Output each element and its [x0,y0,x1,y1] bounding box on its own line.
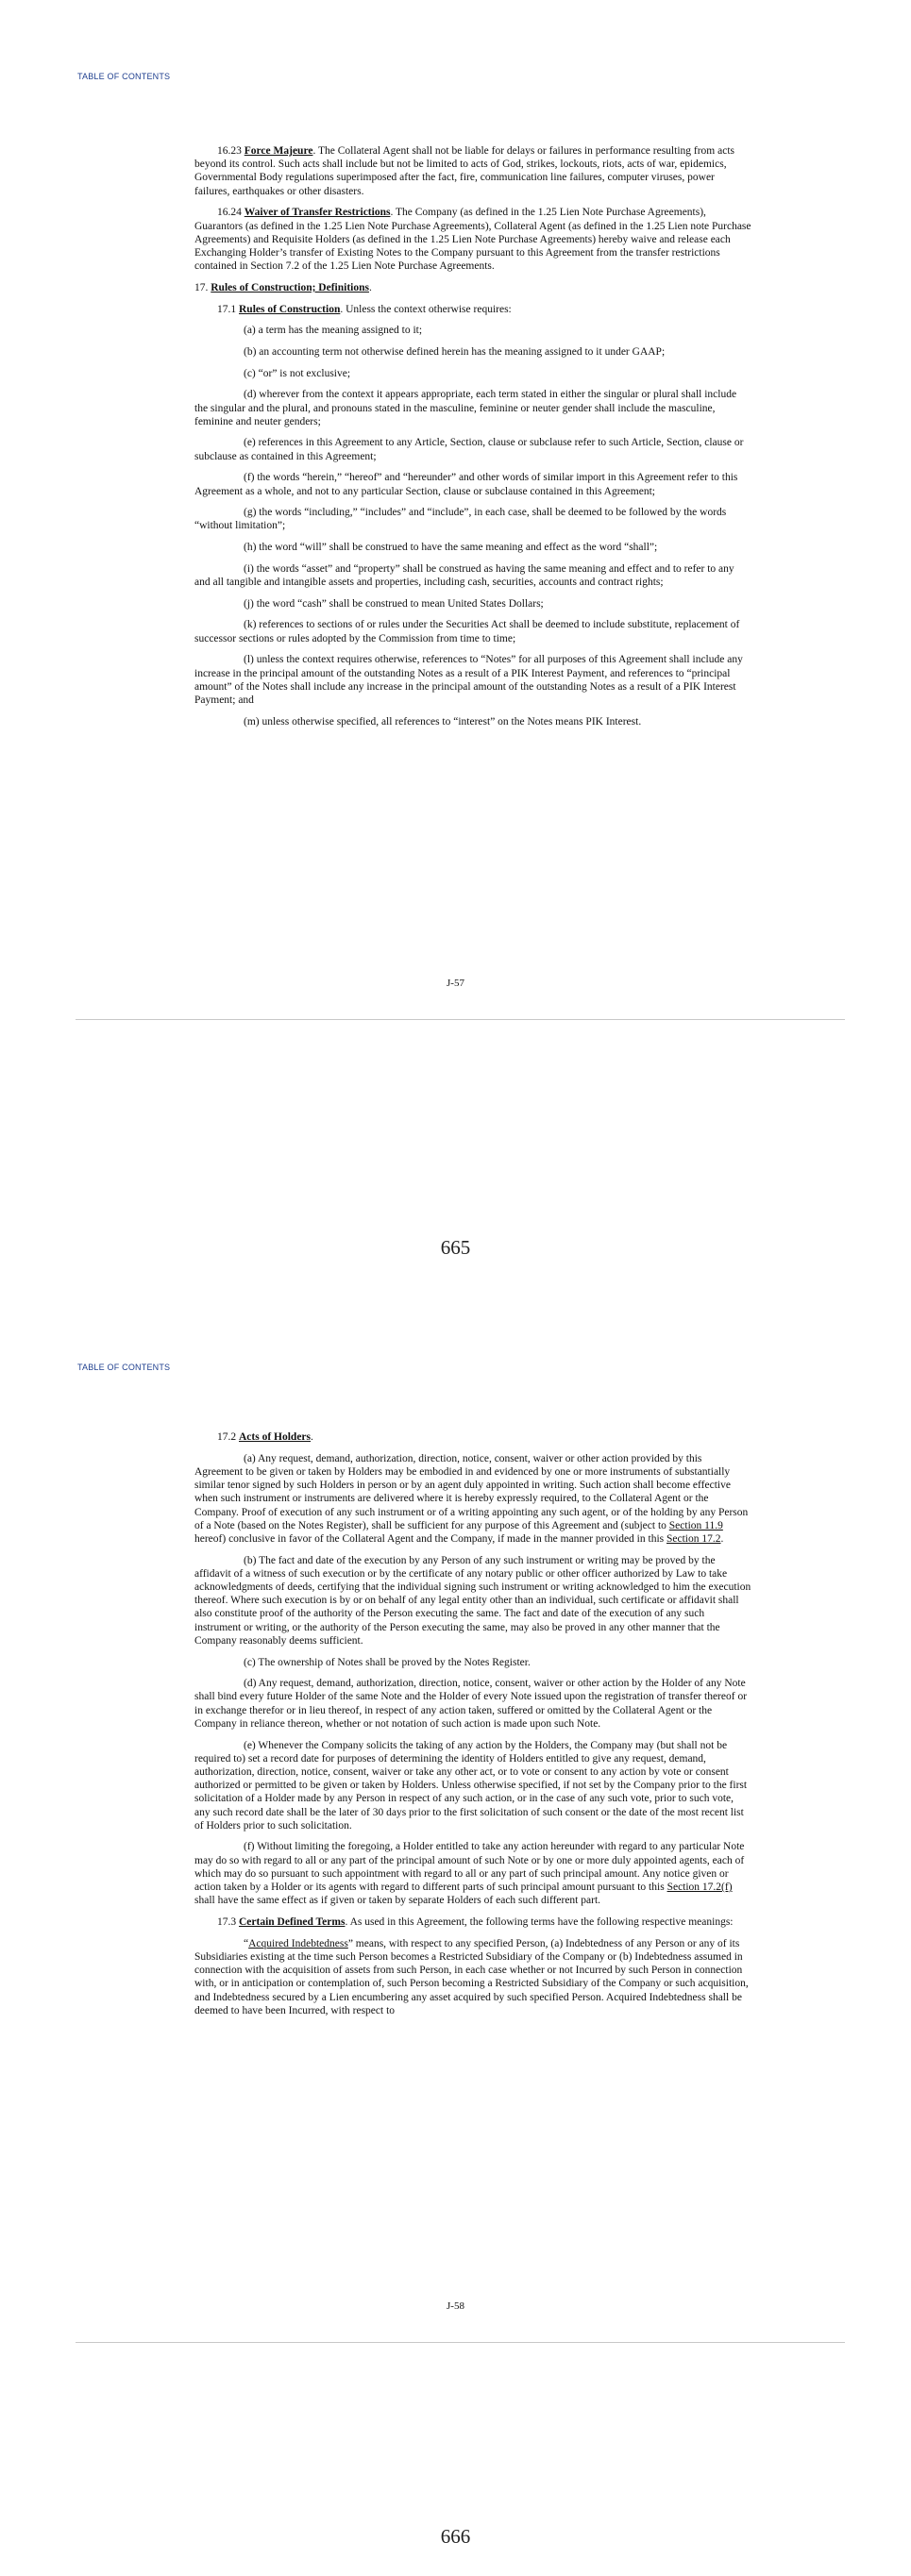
clause-17-2-f: (f) Without limiting the foregoing, a Holder entitled to take any action hereunder with regard to any particular Note may do so with regard to all or any part of the principal amount of such Note or by one or more duly appointed agents, each of which may do so pursuant to such appointment with regard to all or any part of such principal amount. Any notice given or action taken by a Holder or its agents with regard to different parts of such principal amount pursuant to this Section 17.2(f) shall have the same effect as if given or taken by separate Holders of each such different part. [194,1841,745,1907]
section-16-23-title: Force Majeure [244,145,313,157]
clause-17-2-e: (e) Whenever the Company solicits the taking of any action by the Holders, the Company may (but shall not be required to) set a record date for purposes of determining the identity of Holders entitled to give any request, demand, authorization, direction, notice, consent, waiver or take any other act, or to vote or consent to any action by vote or consent authorized or permitted to be given or taken by Holders. Unless otherwise specified, if not set by the Company prior to the first solicitation of a Holder made by any Person in respect of any such action, or in the case of any such vote, prior to such vote, any such record date shall be the later of 30 days prior to the first solicitation of such consent or the date of the most recent list of Holders prior to such solicitation. [194,1739,748,1832]
page-divider [76,1019,845,1020]
page-665-body [194,144,751,736]
page-divider [76,2342,845,2343]
section-17-heading: 17. Rules of Construction; Definitions. [194,281,372,293]
table-of-contents-link[interactable]: TABLE OF CONTENTS [77,72,171,81]
section-16-24: 16.24 Waiver of Transfer Restrictions. The Company (as defined in the 1.25 Lien Note Purchase Agreements), Guarantors (as defined in the 1.25 Lien Note Purchase Agreements), Collateral Agent (as defined in the 1.25 Lien note Purchase Agreements) and Requisite Holders (as defined in the 1.25 Lien Note Purchase Agreements) hereby waive and release each Exchanging Holder’s transfer of Existing Notes to the Company pursuant to this Agreement from the transfer restrictions contained in Section 7.2 of the 1.25 Lien Note Purchase Agreements. [194,207,751,273]
clause-k: (k) references to sections of or rules under the Securities Act shall be deemed to include substitute, replacement of successor sections or rules adopted by the Commission from time to time; [194,619,740,644]
clause-j: (j) the word “cash” shall be construed to mean United States Dollars; [244,597,544,610]
clause-17-2-a: (a) Any request, demand, authorization, direction, notice, consent, waiver or other action provided by this Agreement to be given or taken by Holders may be embodied in and evidenced by one or more instruments of substantially similar tenor signed by such Holders in person or by an agent duly appointed in writing. Such action shall become effective when such instrument or instruments are delivered where it is hereby expressly required, to the Collateral Agent or the Company. Proof of execution of any such instrument or of a writing appointing any such agent, or of the holding by any Person of a Note (based on the Notes Register), shall be sufficient for any purpose of this Agreement and (subject to Section 11.9 hereof) conclusive in favor of the Collateral Agent and the Company, if made in the manner provided in this Section 17.2. [194,1452,749,1545]
clause-g: (g) the words “including,” “includes” and “include”, in each case, shall be deemed to be followed by the words “without limitation”; [194,507,727,532]
clause-d: (d) wherever from the context it appears appropriate, each term stated in either the singular or plural shall include the singular and the plural, and pronouns stated in the masculine, feminine or neuter gender shall include the masculine, feminine and neuter genders; [194,389,737,427]
clause-17-2-c: (c) The ownership of Notes shall be proved by the Notes Register. [244,1656,531,1668]
clause-i: (i) the words “asset” and “property” shall be construed as having the same meaning and effect and to refer to any and all tangible and intangible assets and properties, including cash, securities, accounts and contract rights; [194,562,734,589]
clause-a: (a) a term has the meaning assigned to it; [244,325,423,337]
clause-m: (m) unless otherwise specified, all references to “interest” on the Notes means PIK Interest. [244,715,642,728]
section-17-2-heading: 17.2 Acts of Holders. [217,1431,313,1443]
section-17-2-title: Acts of Holders [239,1431,312,1443]
document-page-number: 666 [440,2525,471,2548]
section-17-1-title: Rules of Construction [239,303,341,315]
clause-17-2-b: (b) The fact and date of the execution by any Person of any such instrument or writing may be proved by the affidavit of a witness of such execution or by the certificate of any notary public or other officer authorized by Law to take acknowledgments of deeds, certifying that the individual signing such instrument or writing acknowledged to him the execution thereof. Where such execution is by or on behalf of any legal entity other than an individual, such certificate or affidavit shall also constitute proof of the authority of the Person executing the same. The fact and date of the execution of any such instrument or writing, or the authority of the Person executing the same, may also be proved in any other manner that the Company reasonably deems sufficient. [194,1554,751,1647]
clause-f: (f) the words “herein,” “hereof” and “hereunder” and other words of similar import in this Agreement refer to this Agreement as a whole, and not to any particular Section, clause or subclause contained in this Agreement; [194,472,738,497]
clause-c: (c) “or” is not exclusive; [244,367,351,379]
section-17-2-f-link[interactable]: Section 17.2(f) [666,1882,733,1894]
definition-acquired-indebtedness: “Acquired Indebtedness” means, with respect to any specified Person, (a) Indebtedness of any Person or any of its Subsidiaries existing at the time such Person becomes a Restricted Subsidiary of the Company or (b) Indebtedness assumed in connection with the acquisition of assets from such Person, in each case whether or not Incurred by such Person in connection with, or in anticipation or contemplation of, such Person becoming a Restricted Subsidiary of the Company or such acquisition, and Indebtedness secured by a Lien encumbering any asset acquired by such specified Person. Acquired Indebtedness shall be deemed to have been Incurred, with respect to [194,1937,749,2016]
clause-b: (b) an accounting term not otherwise defined herein has the meaning assigned to it under GAAP; [244,345,666,358]
clause-e: (e) references in this Agreement to any Article, Section, clause or subclause refer to such Article, Section, clause or subclause as contained in this Agreement; [194,437,744,462]
section-17-3-title: Certain Defined Terms [239,1916,346,1928]
section-11-9-link[interactable]: Section 11.9 [668,1519,723,1531]
section-16-24-title: Waiver of Transfer Restrictions [244,207,391,219]
section-17-3: 17.3 Certain Defined Terms. As used in this Agreement, the following terms have the following respective meanings: [217,1916,734,1928]
clause-l: (l) unless the context requires otherwise, references to “Notes” for all purposes of this Agreement shall include any increase in the principal amount of the outstanding Notes as a result of a PIK Interest Payment, and references to “principal amount” of the Notes shall include any increase in the principal amount of the outstanding Notes as a result of a PIK Interest Payment; and [194,654,743,706]
section-16-23: 16.23 Force Majeure. The Collateral Agent shall not be liable for delays or failures in performance resulting from acts beyond its control. Such acts shall include but not be limited to acts of God, strikes, lockouts, riots, acts of war, epidemics, Governmental Body regulations superimposed after the fact, fire, communication line failures, computer viruses, power failures, earthquakes or other disasters. [194,145,735,197]
section-17-1: 17.1 Rules of Construction. Unless the context otherwise requires: [217,303,512,315]
clause-17-2-d: (d) Any request, demand, authorization, direction, notice, consent, waiver or other action by the Holder of any Note shall bind every future Holder of the same Note and the Holder of every Note issued upon the registration of transfer thereof or in exchange therefor or in lieu thereof, in respect of any action taken, suffered or omitted by the Collateral Agent or the Company in reliance thereon, whether or not notation of such action is made upon such Note. [194,1678,748,1730]
document-page-number: 665 [440,1236,471,1259]
clause-h: (h) the word “will” shall be construed to have the same meaning and effect as the word “shall”; [244,542,658,554]
page-footer-number: J-57 [447,978,464,989]
page-footer-number: J-58 [447,2300,464,2312]
defined-term: Acquired Indebtedness [248,1937,348,1949]
page-666-body [194,1430,751,2025]
section-17-2-link[interactable]: Section 17.2 [666,1532,721,1545]
table-of-contents-link[interactable]: TABLE OF CONTENTS [77,1363,171,1372]
